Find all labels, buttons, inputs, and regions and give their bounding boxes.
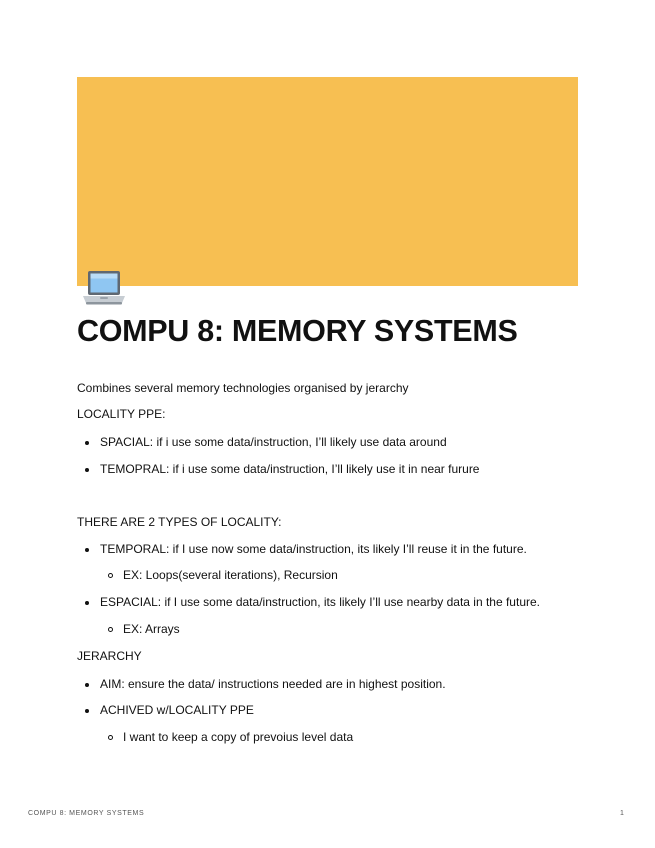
bullet-icon — [85, 601, 89, 605]
list-item-text: ESPACIAL: if I use some data/instruction, its likely I’ll use nearby data in the future. — [100, 595, 540, 609]
hollow-bullet-icon — [108, 735, 113, 740]
list-item-text: TEMPORAL: if I use now some data/instruction, its likely I’ll reuse it in the future. — [100, 542, 527, 556]
list-item-text: ACHIVED w/LOCALITY PPE — [100, 703, 254, 717]
bullet-icon — [85, 683, 89, 687]
list-item — [100, 676, 446, 693]
list-item — [100, 541, 527, 558]
jerarchy-heading: JERARCHY — [77, 649, 142, 663]
cover-image — [77, 77, 578, 286]
list-item — [100, 461, 479, 478]
sub-list-item-text: I want to keep a copy of prevoius level data — [123, 730, 354, 744]
types-heading: THERE ARE 2 TYPES OF LOCALITY: — [77, 515, 282, 529]
sub-list-item-text: EX: Arrays — [123, 622, 180, 636]
page-title: COMPU 8: MEMORY SYSTEMS — [77, 314, 518, 348]
hollow-bullet-icon — [108, 627, 113, 632]
list-item-text: AIM: ensure the data/ instructions needed are in highest position. — [100, 677, 446, 691]
laptop-icon — [80, 268, 128, 308]
bullet-icon — [85, 441, 89, 445]
list-item — [100, 434, 447, 451]
locality-ppe-heading: LOCALITY PPE: — [77, 407, 166, 421]
bullet-icon — [85, 709, 89, 713]
list-item — [100, 594, 540, 611]
intro-text: Combines several memory technologies organised by jerarchy — [77, 381, 409, 395]
hollow-bullet-icon — [108, 573, 113, 578]
page-number: 1 — [620, 810, 624, 817]
sub-list-item — [123, 567, 338, 584]
footer-title: COMPU 8: MEMORY SYSTEMS — [28, 810, 145, 817]
list-item-text: SPACIAL: if i use some data/instruction, I’ll likely use data around — [100, 435, 447, 449]
sub-list-item — [123, 729, 353, 746]
list-item-text: TEMOPRAL: if i use some data/instruction, I’ll likely use it in near furure — [100, 462, 480, 476]
bullet-icon — [85, 548, 89, 552]
sub-list-item-text: EX: Loops(several iterations), Recursion — [123, 568, 338, 582]
bullet-icon — [85, 468, 89, 472]
list-item — [100, 702, 254, 719]
sub-list-item — [123, 621, 180, 638]
